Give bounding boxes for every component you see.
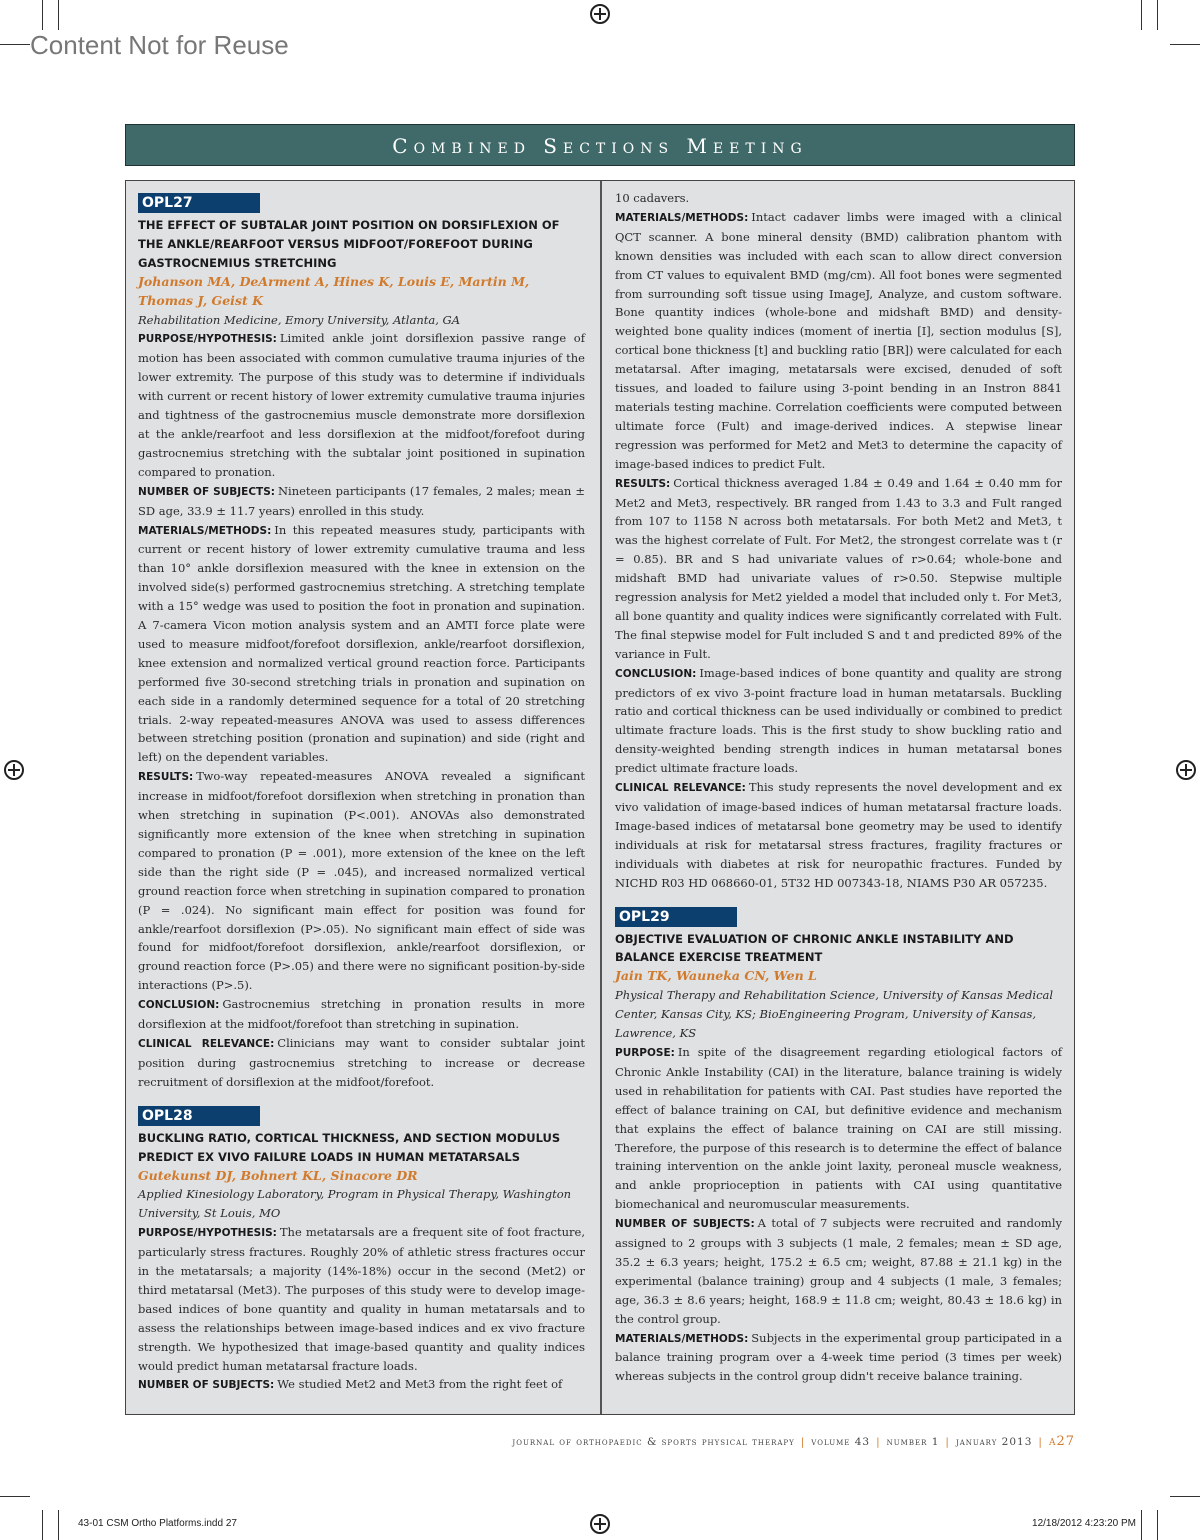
section-text: Intact cadaver limbs were imaged with a clinical QCT scanner. A bone mineral density (BMD) calibration phantom with known densities was included with each scan to allow direct conversion from CT values to equivalent BMD (mg/cm). All foot bones were segmented from surrounding soft tissue using ImageJ, Analyze, and custom software. Bone quantity indices (whole-bone and midshaft BMD) and density-weighted bone quality indices (moment of inertia [I], section modulus [S], cortical bone thickness [t] and buckling ratio [BR]) were calculated for each metatarsal. After imaging, metatarsals were excised, denuded of soft tissues, and loaded to failure using 3-point bending in an Instron 8841 materials testing machine. Correlation coefficients were computed between ultimate force (Fult) and image-derived indices. A stepwise linear regression was performed for Met2 and Met3 to determine the capacity of image-based indices to predict Fult. [615, 209, 1062, 471]
section-label: CONCLUSION: [615, 667, 697, 680]
section-text: Clinicians may want to consider subtalar joint position during gastrocnemius stretching to increase or decrease recruitment of dorsiflexion at the midfoot/forefoot. [138, 1035, 586, 1089]
abstract-section [615, 189, 1062, 208]
section-label: MATERIALS/METHODS: [615, 1332, 749, 1345]
section-label: RESULTS: [615, 477, 671, 490]
section-text: Two-way repeated-measures ANOVA revealed a significant increase in midfoot/forefoot dorsiflexion when stretching in pronation than when stretching in supination (P<.001). ANOVAs also demonstrated significantly more extension of the knee when stretching in supination compared to pronation (P = .001), more extension of the knee on the left side than the right side (P = .045), and increased normalized vertical ground reaction force when stretching in supination compared to pronation (P = .024). No significant main effect for position was found for ankle/rearfoot dorsiflexion (P>.05). No significant main effect of side was found for midfoot/forefoot dorsiflexion, ankle/rearfoot dorsiflexion, or ground reaction force (P>.05) and there were no significant position-by-side interactions (P>.5). [138, 769, 585, 993]
right-column [615, 189, 1062, 1396]
abstract-code: OPL27 [138, 193, 260, 213]
section-label: MATERIALS/METHODS: [615, 211, 749, 224]
issue-date: january 2013 [955, 1436, 1033, 1448]
section-label: NUMBER OF SUBJECTS: [138, 485, 275, 498]
section-label: PURPOSE/HYPOTHESIS: [138, 1227, 277, 1240]
crop-mark [1170, 1496, 1200, 1497]
abstract-section [615, 1214, 1062, 1328]
section-banner: Combined Sections Meeting [125, 124, 1075, 166]
crop-mark [1141, 1510, 1142, 1540]
slug-file: 43-01 CSM Ortho Platforms.indd 27 [78, 1518, 237, 1529]
abstract-title: THE EFFECT OF SUBTALAR JOINT POSITION ON DORSIFLEXION OF THE ANKLE/REARFOOT VERSUS MIDFOOT/FOREFOOT DURING GASTROCNEMIUS STRETCHING [138, 218, 560, 270]
section-text: Gastrocnemius stretching in pronation results in more dorsiflexion at the midfoot/forefoot than stretching in supination. [138, 997, 585, 1032]
left-column [138, 189, 585, 1405]
crop-mark [42, 0, 43, 30]
abstract-section [138, 329, 585, 481]
section-text: This study represents the novel development and ex vivo validation of image-based indices of human metatarsal fracture loads. Image-based indices of metatarsal bone geometry may be used to identify individuals at risk for metatarsal stress fractures, fragility fractures or individuals with diabetes at risk for neuropathic fractures. Funded by NICHD R03 HD 068660-01, 5T32 HD 007343-18, NIAMS P30 AR 057235. [615, 780, 1063, 890]
journal-name: journal of orthopaedic & sports physical therapy [512, 1436, 795, 1448]
crop-mark [1170, 44, 1200, 45]
section-text: In spite of the disagreement regarding etiological factors of Chronic Ankle Instability (CAI) in the literature, balance training is widely used in rehabilitation for patients with CAI. Past studies have reported the effect of balance training on CAI, but definitive evidence and mechanism that explains the effect of balance training on CAI are still missing. Therefore, the purpose of this research is to determine the effect of balance training intervention on the ankle joint laxity, peroneal muscle weakness, and ankle proprioception in patients with CAI using quantitative biomechanical and neuromuscular measurements. [615, 1044, 1062, 1212]
abstract-section [615, 778, 1062, 892]
footer-separator: | [876, 1436, 881, 1448]
abstract-authors: Jain TK, Wauneka CN, Wen L [615, 968, 817, 984]
abstract-title: OBJECTIVE EVALUATION OF CHRONIC ANKLE INSTABILITY AND BALANCE EXERCISE TREATMENT [615, 931, 1014, 965]
page-footer [512, 1434, 1075, 1449]
section-text: We studied Met2 and Met3 from the right feet of [277, 1377, 563, 1392]
abstract-affiliation: Applied Kinesiology Laboratory, Program in Physical Therapy, Washington University, St Louis, MO [138, 1187, 572, 1221]
footer-separator: | [1038, 1436, 1043, 1448]
registration-mark-icon [4, 760, 24, 780]
section-text: In this repeated measures study, participants with current or recent history of lower extremity cumulative trauma and less than 10° ankle dorsiflexion measured with the knee in extension on the involved side(s) performed gastrocnemius stretching. A stretching template with a 15° wedge was used to position the foot in pronation and supination. A 7-camera Vicon motion analysis system and an AMTI force plate were used to measure midfoot/forefoot dorsiflexion, ankle/rearfoot dorsiflexion, knee extension and normalized vertical ground reaction force. Participants performed five 30-second stretching trials in pronation and supination on each side in a randomly determined sequence for a total of 20 stretching trials. 2-way repeated-measures ANOVA was used to assess differences between stretching position (pronation and supination) and side (right and left) on the dependent variables. [138, 522, 585, 765]
abstract-section [615, 1043, 1062, 1214]
volume: volume 43 [811, 1436, 871, 1448]
section-text: Cortical thickness averaged 1.84 ± 0.49 and 1.64 ± 0.40 mm for Met2 and Met3, respectively. BR ranged from 1.43 to 3.3 and Fult ranged from 107 to 1158 N across both metatarsals. For both Met2 and Met3, t was the highest correlate of Fult. For Met2, the strongest correlate was t (r = 0.85). BR and S had univariate values of r>0.64; whole-bone and midshaft BMD had univariate values of r>0.50. Stepwise multiple regression analysis for Met2 yielded a model that included only t. For Met3, all bone quantity and quality indices were significantly correlated with Fult. The final stepwise model for Fult included S and t and predicted 89% of the variance in Fult. [615, 475, 1062, 661]
section-label: NUMBER OF SUBJECTS: [138, 1379, 275, 1392]
abstract-section [615, 208, 1062, 474]
crop-mark [0, 44, 30, 45]
registration-mark-icon [590, 4, 610, 24]
abstract [615, 903, 1062, 1387]
registration-mark-icon [1176, 760, 1196, 780]
footer-separator: | [800, 1436, 806, 1448]
section-text: Limited ankle joint dorsiflexion passive range of motion has been associated with common cumulative trauma injuries of the lower extremity. The purpose of this study was to determine if individuals with current or recent history of lower extremity cumulative trauma injuries and tightness of the gastrocnemius muscle demonstrate more dorsiflexion at the ankle/rearfoot and less dorsiflexion at the midfoot/forefoot during gastrocnemius stretching with the subtalar joint positioned in supination compared to pronation. [138, 331, 585, 479]
section-label: RESULTS: [138, 771, 194, 784]
abstract-section [138, 995, 585, 1034]
issue-number: number 1 [886, 1436, 940, 1448]
crop-mark [1157, 1510, 1158, 1540]
crop-mark [58, 0, 59, 30]
crop-mark [1141, 0, 1142, 30]
abstract-section [138, 482, 585, 521]
crop-mark [58, 1510, 59, 1540]
abstract-authors: Gutekunst DJ, Bohnert KL, Sinacore DR [138, 1167, 418, 1183]
abstract-section [615, 664, 1062, 778]
abstract-section [138, 767, 585, 995]
section-text: Subjects in the experimental group participated in a balance training program over a 4-week time period (3 times per week) whereas subjects in the control group didn't receive balance training. [615, 1330, 1062, 1384]
crop-mark [0, 1496, 30, 1497]
section-label: NUMBER OF SUBJECTS: [615, 1218, 755, 1231]
section-label: PURPOSE: [615, 1046, 675, 1059]
abstract-code: OPL28 [138, 1106, 260, 1126]
abstract-section [138, 1375, 585, 1395]
abstract-affiliation: Rehabilitation Medicine, Emory University, Atlanta, GA [138, 312, 461, 327]
abstract-code: OPL29 [615, 907, 737, 927]
section-label: CLINICAL RELEVANCE: [615, 782, 746, 795]
abstracts-panel [125, 180, 1075, 1415]
abstract-title: BUCKLING RATIO, CORTICAL THICKNESS, AND SECTION MODULUS PREDICT EX VIVO FAILURE LOADS IN HUMAN METATARSALS [138, 1130, 561, 1164]
abstract-section [138, 1034, 585, 1092]
section-label: CONCLUSION: [138, 999, 220, 1012]
abstract-affiliation: Physical Therapy and Rehabilitation Science, University of Kansas Medical Center, Kansas City, KS; BioEngineering Program, University of Kansas, Lawrence, KS [615, 988, 1054, 1041]
section-text: 10 cadavers. [615, 191, 690, 205]
section-label: MATERIALS/METHODS: [138, 524, 272, 537]
abstract [615, 189, 1062, 893]
crop-mark [42, 1510, 43, 1540]
section-text: The metatarsals are a frequent site of foot fracture, particularly stress fractures. Roughly 20% of athletic stress fractures occur in the metatarsals; a majority (14%-18%) occur in the second (Met2) or third metatarsal (Met3). The purposes of this study were to develop image-based indices of bone quantity and quality in human metatarsals and to assess the relationships between image-based indices and ex vivo fracture strength. We hypothesized that image-based quantity and quality indices would predict human metatarsal fracture loads. [138, 1225, 585, 1373]
abstract-section [138, 1223, 585, 1375]
registration-mark-icon [590, 1514, 610, 1534]
section-text: Nineteen participants (17 females, 2 males; mean ± SD age, 33.9 ± 11.7 years) enrolled in this study. [138, 483, 585, 518]
crop-mark [1157, 0, 1158, 30]
abstract-section [615, 1329, 1062, 1387]
section-text: A total of 7 subjects were recruited and randomly assigned to 2 groups with 3 subjects (1 male, 2 females; mean ± SD age, 35.2 ± 6.3 years; height, 175.2 ± 6.5 cm; weight, 87.88 ± 21.1 kg) in the experimental (balance training) group and 4 subjects (1 male, 3 females; age, 36.3 ± 8.6 years; height, 168.9 ± 11.8 cm; weight, 80.43 ± 18.6 kg) in the control group. [615, 1216, 1062, 1326]
abstract-authors: Johanson MA, DeArment A, Hines K, Louis E, Martin M, Thomas J, Geist K [138, 273, 530, 308]
footer-separator: | [945, 1436, 950, 1448]
section-label: PURPOSE/HYPOTHESIS: [138, 333, 277, 346]
column-divider [600, 181, 602, 1414]
page-number: a27 [1048, 1434, 1075, 1449]
abstract-section [615, 474, 1062, 664]
section-label: CLINICAL RELEVANCE: [138, 1037, 275, 1050]
section-text: Image-based indices of bone quantity and quality are strong predictors of ex vivo 3-point fracture load in human metatarsals. Buckling ratio and cortical thickness can be used individually or combined to predict ultimate fracture loads. This is the first study to show buckling ratio and density-weighted bending strength indices in human metatarsal bones predict ultimate fracture loads. [615, 665, 1062, 776]
watermark: Content Not for Reuse [30, 30, 289, 60]
abstract [138, 1102, 585, 1396]
abstract-section [138, 521, 585, 768]
slug-timestamp: 12/18/2012 4:23:20 PM [1032, 1518, 1136, 1529]
abstract [138, 189, 585, 1092]
